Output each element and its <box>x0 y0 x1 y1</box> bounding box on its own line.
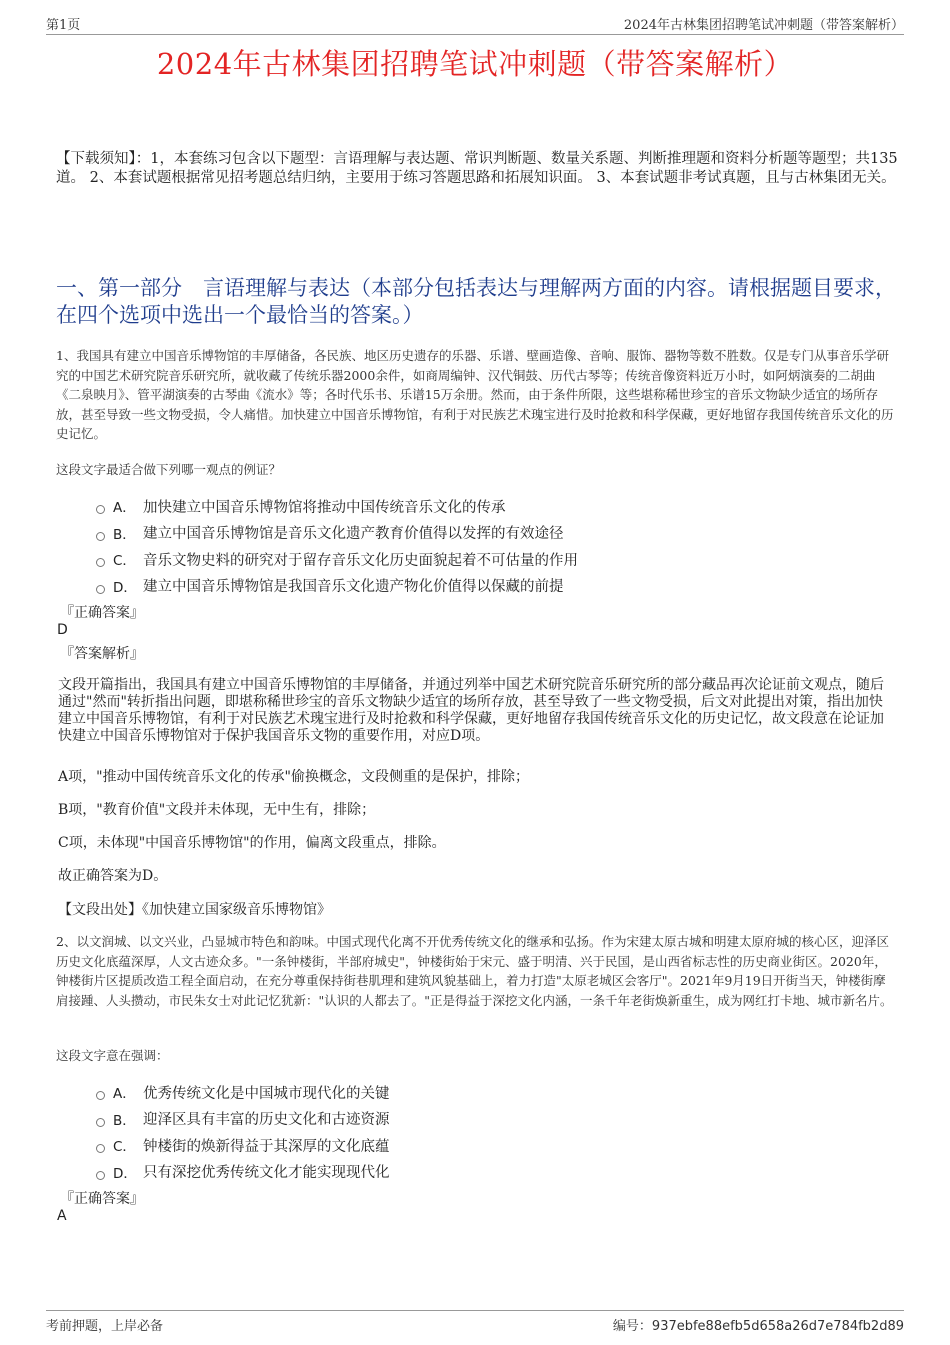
option-b[interactable]: B． 迎泽区具有丰富的历史文化和古迹资源 <box>96 1106 390 1133</box>
radio-icon[interactable] <box>96 532 105 541</box>
radio-icon[interactable] <box>96 558 105 567</box>
option-a[interactable]: A． 优秀传统文化是中国城市现代化的关键 <box>96 1079 390 1106</box>
option-a[interactable]: A． 加快建立中国音乐博物馆将推动中国传统音乐文化的传承 <box>96 493 578 520</box>
page-footer <box>46 1310 904 1333</box>
question-2-options <box>96 1079 390 1185</box>
footer-code: 编号：937ebfe88efb5d658a26d7e784fb2d89 <box>612 1319 904 1334</box>
analysis-text: 文段开篇指出，我国具有建立中国音乐博物馆的丰厚储备，并通过列举中国艺术研究院音乐研究所的部分藏品再次论证前文观点，随后通过"然而"转折指出问题，即堪称稀世珍宝的音乐文物缺少适宜的场所存放，甚至导致了一些文物受损，后文对此提出对策，指出加快建立中国音乐博物馆，有利于对民族艺术瑰宝进行及时抢救和科学保藏，更好地留存我国传统音乐文化的历史记忆，故文段意在论证加快建立中国音乐博物馆对于保护我国音乐文物的重要作用，对应D项。 <box>58 677 884 744</box>
analysis-label: 『答案解析』 <box>60 646 144 662</box>
answer-value: D <box>57 622 68 638</box>
question-1-options <box>96 493 578 599</box>
radio-icon[interactable] <box>96 1091 105 1100</box>
option-c[interactable]: C． 钟楼街的焕新得益于其深厚的文化底蕴 <box>96 1132 390 1159</box>
radio-icon[interactable] <box>96 1144 105 1153</box>
analysis-note-b: B项，"教育价值"文段并未体现，无中生有，排除； <box>58 802 376 818</box>
source-citation: 【文段出处】《加快建立国家级音乐博物馆》 <box>58 902 331 918</box>
document-title: 2024年古林集团招聘笔试冲刺题（带答案解析） <box>156 47 794 81</box>
answer-label: 『正确答案』 <box>60 1191 144 1207</box>
option-c[interactable]: C． 音乐文物史料的研究对于留存音乐文化历史面貌起着不可估量的作用 <box>96 546 578 573</box>
option-d[interactable]: D． 建立中国音乐博物馆是我国音乐文化遗产物化价值得以保藏的前提 <box>96 573 578 600</box>
answer-value: A <box>57 1208 67 1224</box>
page-header <box>46 14 904 35</box>
page-number: 第1页 <box>46 18 81 33</box>
radio-icon[interactable] <box>96 505 105 514</box>
analysis-conclusion: 故正确答案为D。 <box>58 868 168 884</box>
option-d[interactable]: D． 只有深挖优秀传统文化才能实现现代化 <box>96 1159 390 1186</box>
radio-icon[interactable] <box>96 1118 105 1127</box>
question-2-prompt: 这段文字意在强调： <box>56 1048 169 1063</box>
analysis-note-c: C项，未体现"中国音乐博物馆"的作用，偏离文段重点，排除。 <box>58 835 446 851</box>
radio-icon[interactable] <box>96 1171 105 1180</box>
option-b[interactable]: B． 建立中国音乐博物馆是音乐文化遗产教育价值得以发挥的有效途径 <box>96 520 578 547</box>
question-2-text: 2、以文润城、以文兴业，凸显城市特色和韵味。中国式现代化离不开优秀传统文化的继承和弘扬。作为宋建太原古城和明建太原府城的核心区，迎泽区历史文化底蕴深厚，人文古迹众多。"一条钟楼街，半部府城史"，钟楼街始于宋元、盛于明清、兴于民国，是山西省标志性的历史商业街区。2020年，钟楼街片区提质改造工程全面启动，在充分尊重保持街巷肌理和建筑风貌基础上，着力打造"太原老城区会客厅"。2021年9月19日开街当天，钟楼街摩肩接踵、人头攒动，市民朱女士对此记忆犹新："认识的人都去了。"正是得益于深挖文化内涵，一条千年老街焕新重生，成为网红打卡地、城市新名片。 <box>56 934 893 1008</box>
answer-label: 『正确答案』 <box>60 605 144 621</box>
analysis-note-a: A项，"推动中国传统音乐文化的传承"偷换概念，文段侧重的是保护，排除； <box>58 769 529 785</box>
question-1-prompt: 这段文字最适合做下列哪一观点的例证？ <box>56 462 282 477</box>
radio-icon[interactable] <box>96 585 105 594</box>
footer-slogan: 考前押题，上岸必备 <box>46 1319 164 1334</box>
section-heading: 一、第一部分 言语理解与表达（本部分包括表达与理解两方面的内容。请根据题目要求，在四个选项中选出一个最恰当的答案。） <box>56 276 896 327</box>
question-1-text: 1、我国具有建立中国音乐博物馆的丰厚储备，各民族、地区历史遗存的乐器、乐谱、壁画造像、音响、服饰、器物等数不胜数。仅是专门从事音乐学研究的中国艺术研究院音乐研究所，就收藏了传统乐器2000余件，如商周编钟、汉代铜鼓、历代古琴等；传统音像资料近万小时，如阿炳演奏的二胡曲《二泉映月》、管平湖演奏的古琴曲《流水》等；各时代乐书、乐谱15万余册。然而，由于条件所限，这些堪称稀世珍宝的音乐文物缺少适宜的场所存放，甚至导致一些文物受损，令人痛惜。加快建立中国音乐博物馆，有利于对民族艺术瑰宝进行及时抢救和科学保藏，更好地留存我国传统音乐文化的历史记忆。 <box>56 348 894 441</box>
download-notice: 【下载须知】：1，本套练习包含以下题型：言语理解与表达题、常识判断题、数量关系题、判断推理题和资料分析题等题型；共135道。 2、本套试题根据常见招考题总结归纳，主要用于练习答题思路和拓展知识面。 3、本套试题非考试真题，且与古林集团无关。 <box>56 151 898 186</box>
header-doc-title: 2024年古林集团招聘笔试冲刺题（带答案解析） <box>623 18 904 33</box>
